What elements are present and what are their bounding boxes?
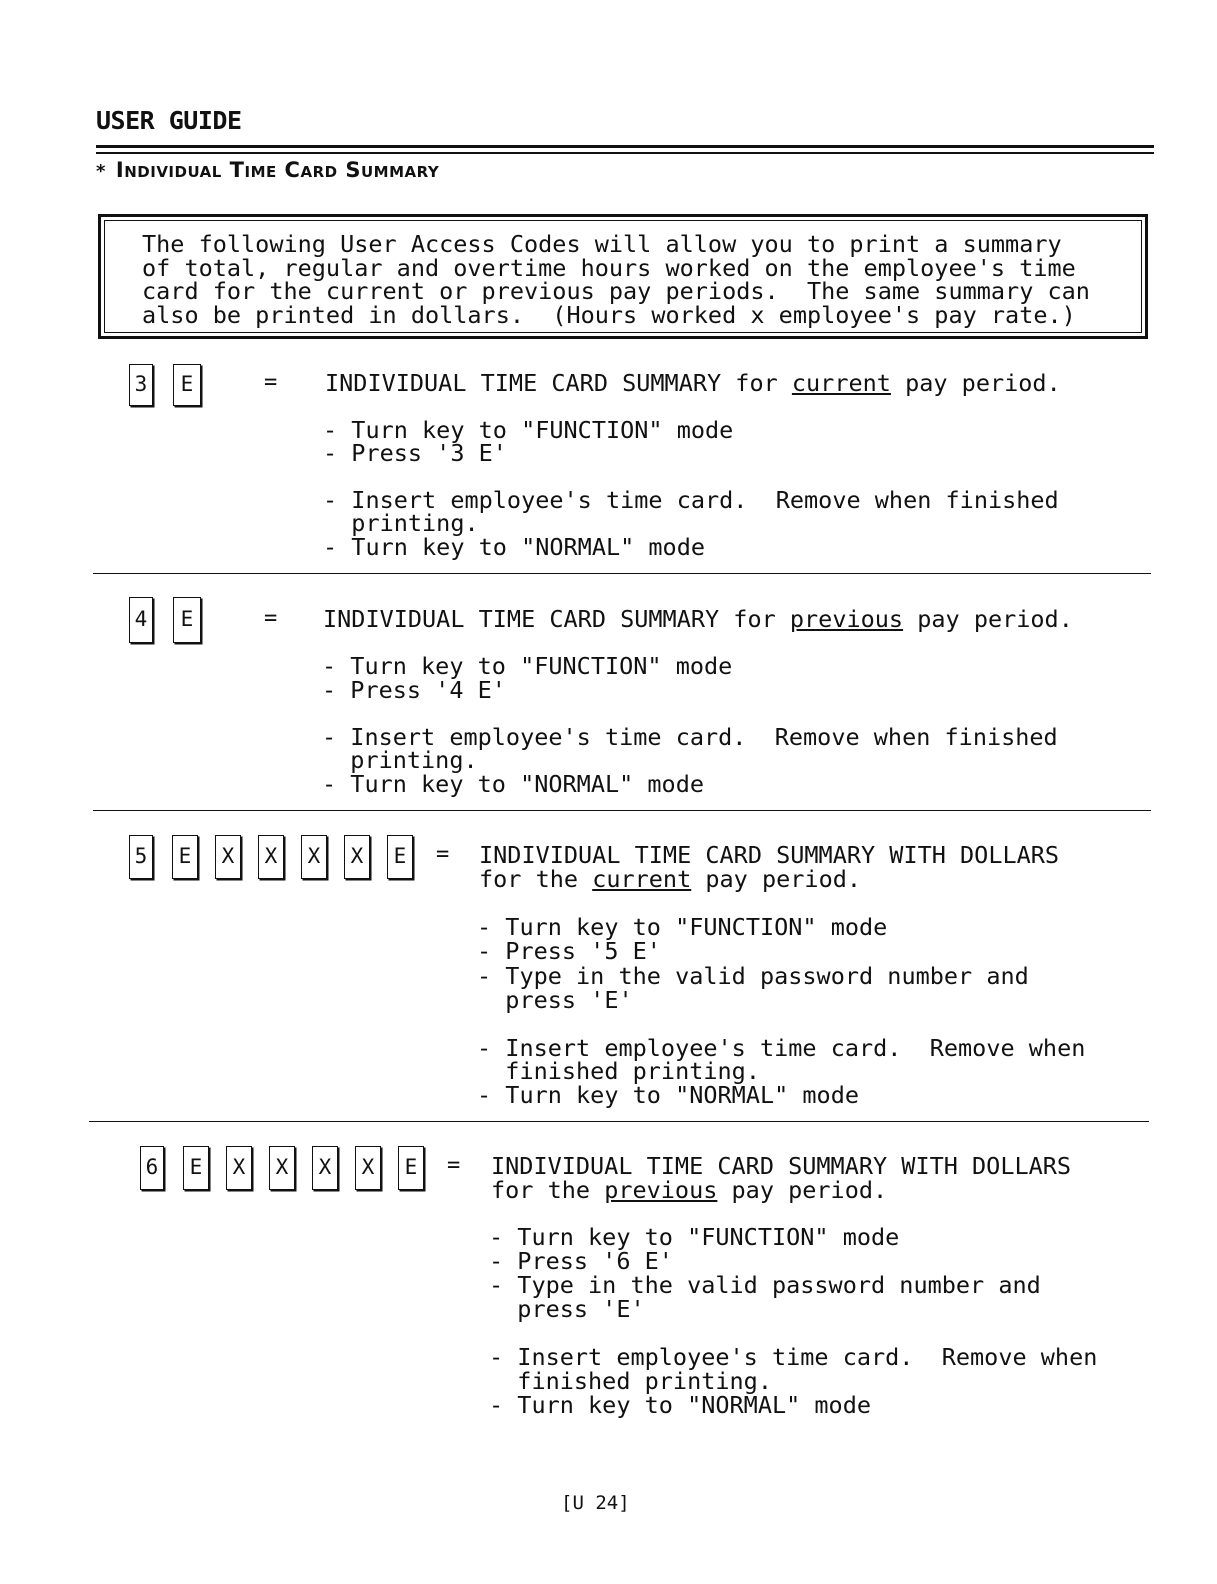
entry-description-line1: INDIVIDUAL TIME CARD SUMMARY WITH DOLLARS <box>479 841 1060 869</box>
header-double-rule <box>96 145 1154 154</box>
entry-description <box>325 371 1061 395</box>
intro-line: The following User Access Codes will allow you to print a summary <box>142 230 1062 258</box>
desc-emphasis: current <box>791 369 891 397</box>
desc-prefix: for the <box>479 865 593 893</box>
intro-line: also be printed in dollars. (Hours worked x employee's pay rate.) <box>142 300 1076 329</box>
desc-prefix: INDIVIDUAL TIME CARD SUMMARY for <box>323 605 790 633</box>
key-x: X <box>344 835 370 879</box>
entry-description-line1: INDIVIDUAL TIME CARD SUMMARY WITH DOLLARS <box>491 1152 1072 1180</box>
step-line: - Press '5 E' <box>477 937 661 965</box>
guide-title: USER GUIDE <box>96 106 242 135</box>
key-e: E <box>173 364 201 406</box>
step-line: - Press '3 E' <box>323 439 507 467</box>
key-x: X <box>312 1146 338 1190</box>
key-3: 3 <box>129 364 153 406</box>
key-4: 4 <box>129 597 153 643</box>
desc-emphasis: previous <box>604 1176 718 1204</box>
step-line: - Press '4 E' <box>322 676 506 704</box>
step-line: - Turn key to "NORMAL" mode <box>489 1391 872 1419</box>
divider <box>89 1121 1149 1122</box>
step-line: printing. <box>322 746 478 774</box>
entry-description-line2 <box>479 867 861 891</box>
key-x: X <box>215 835 241 879</box>
key-x: X <box>226 1146 252 1190</box>
step-line: - Type in the valid password number and <box>477 962 1029 990</box>
step-line: - Turn key to "NORMAL" mode <box>322 770 705 798</box>
key-e: E <box>172 835 198 879</box>
equals-sign: = <box>447 1153 461 1178</box>
step-line: press 'E' <box>477 986 633 1014</box>
step-line: - Turn key to "FUNCTION" mode <box>489 1223 900 1251</box>
step-line: finished printing. <box>477 1057 760 1085</box>
step-line: - Turn key to "FUNCTION" mode <box>322 652 733 680</box>
equals-sign: = <box>264 370 278 395</box>
key-e: E <box>398 1146 424 1190</box>
entry-description <box>323 607 1073 631</box>
step-line: finished printing. <box>489 1367 772 1395</box>
step-line: press 'E' <box>489 1295 645 1323</box>
key-e: E <box>173 597 201 643</box>
section-title <box>96 158 439 182</box>
key-x: X <box>269 1146 295 1190</box>
star-icon: * <box>96 161 106 182</box>
key-x: X <box>258 835 284 879</box>
step-line: - Turn key to "FUNCTION" mode <box>323 416 734 444</box>
key-x: X <box>301 835 327 879</box>
desc-suffix: pay period. <box>717 1176 888 1204</box>
desc-emphasis: current <box>592 865 692 893</box>
step-line: - Insert employee's time card. Remove when <box>489 1343 1098 1371</box>
step-line: - Type in the valid password number and <box>489 1271 1041 1299</box>
step-line: - Insert employee's time card. Remove when finished <box>323 486 1059 514</box>
step-line: - Insert employee's time card. Remove when <box>477 1034 1086 1062</box>
step-line: - Turn key to "NORMAL" mode <box>323 533 706 561</box>
desc-emphasis: previous <box>789 605 904 633</box>
desc-suffix: pay period. <box>890 369 1061 397</box>
intro-box <box>98 214 1148 339</box>
key-e: E <box>387 835 413 879</box>
desc-suffix: pay period. <box>691 865 862 893</box>
key-6: 6 <box>140 1146 164 1190</box>
key-x: X <box>355 1146 381 1190</box>
divider <box>93 810 1151 811</box>
intro-box-inner <box>104 220 1142 333</box>
key-e: E <box>183 1146 209 1190</box>
key-5: 5 <box>129 835 153 879</box>
divider <box>93 573 1151 574</box>
intro-line: card for the current or previous pay periods. The same summary can <box>142 277 1090 305</box>
desc-prefix: INDIVIDUAL TIME CARD SUMMARY for <box>325 369 792 397</box>
step-line: - Turn key to "NORMAL" mode <box>477 1081 860 1109</box>
step-line: - Insert employee's time card. Remove when finished <box>322 723 1058 751</box>
equals-sign: = <box>436 842 450 867</box>
step-line: - Turn key to "FUNCTION" mode <box>477 913 888 941</box>
step-line: printing. <box>323 509 479 537</box>
section-title-text: Individual Time Card Summary <box>115 158 440 182</box>
equals-sign: = <box>264 606 278 631</box>
desc-prefix: for the <box>491 1176 605 1204</box>
page-number: [U 24] <box>561 1492 630 1514</box>
entry-description-line2 <box>491 1178 887 1202</box>
step-line: - Press '6 E' <box>489 1247 673 1275</box>
desc-suffix: pay period. <box>903 605 1073 633</box>
intro-line: of total, regular and overtime hours worked on the employee's time <box>142 253 1076 282</box>
